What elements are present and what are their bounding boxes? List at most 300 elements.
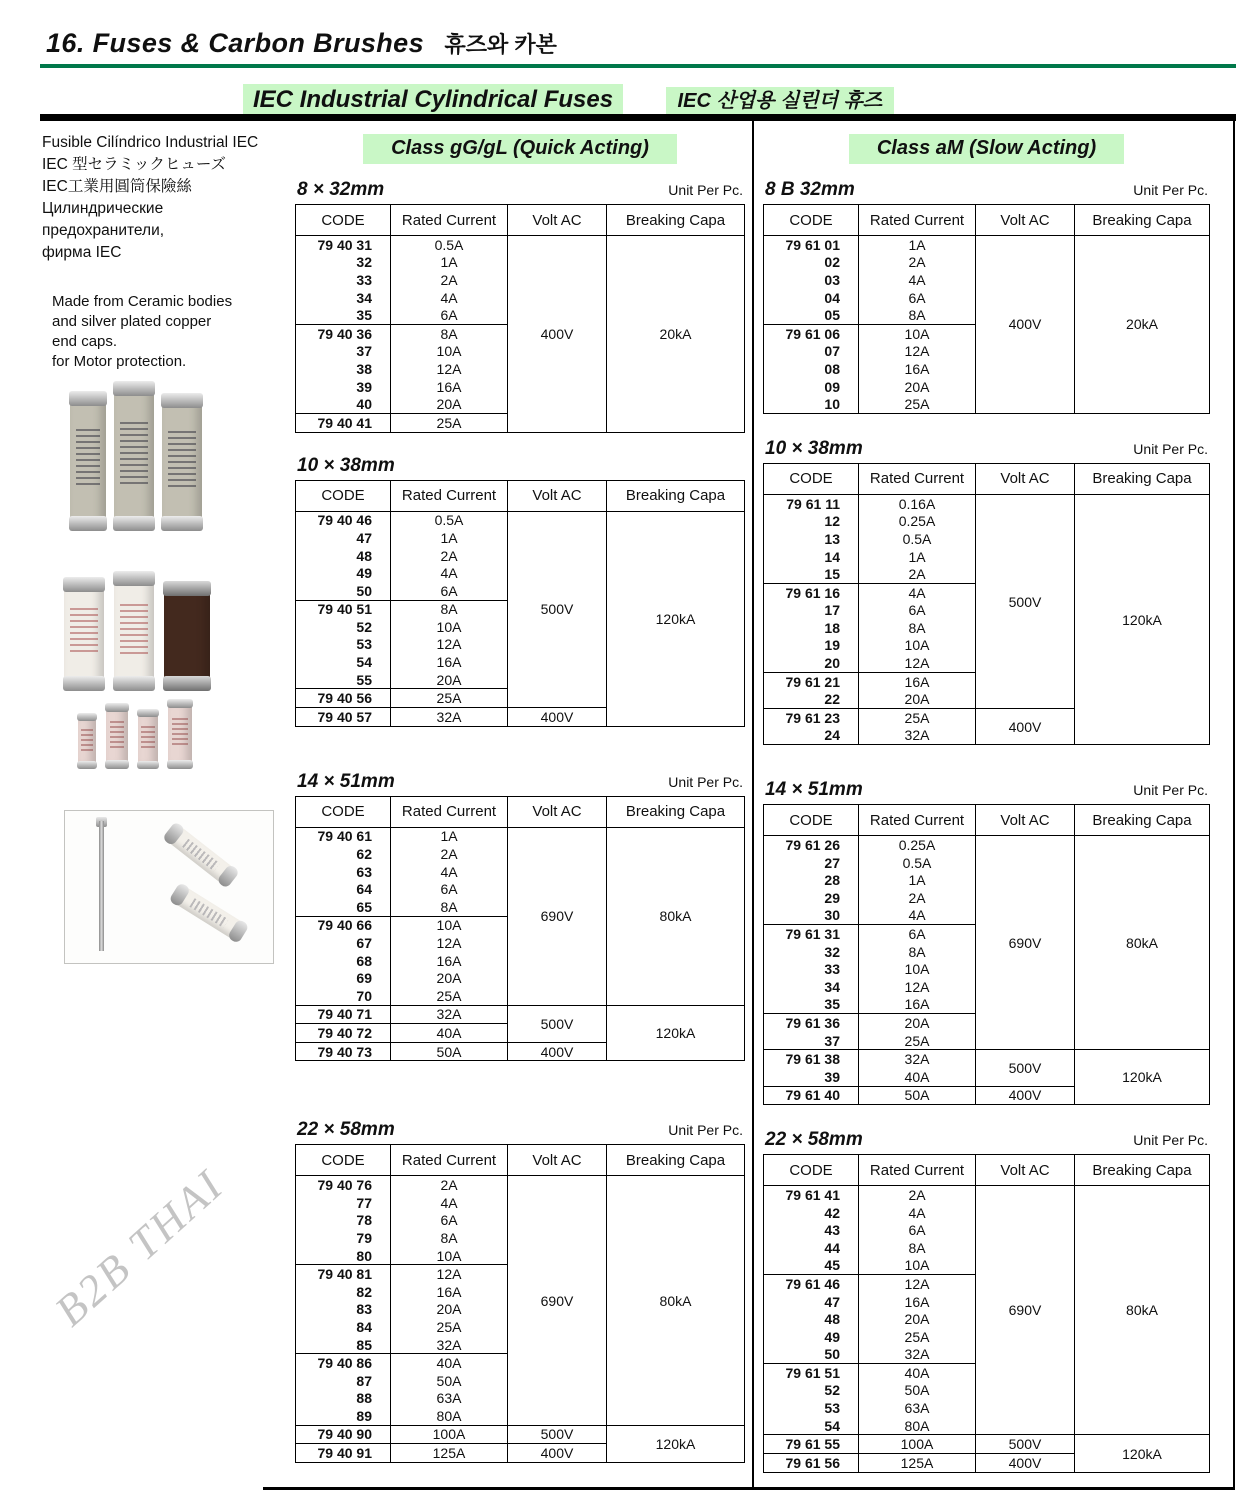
code-cell: 44 (764, 1239, 859, 1257)
table-row (764, 836, 1210, 854)
rated-current-cell: 8A (391, 324, 508, 342)
code-cell: 49 (296, 564, 391, 582)
sidebar-description (42, 292, 290, 372)
rated-current-cell: 8A (391, 898, 508, 916)
code-cell: 35 (296, 306, 391, 324)
fuse-table (295, 1144, 745, 1463)
code-cell: 08 (764, 360, 859, 378)
rated-current-cell: 50A (859, 1382, 976, 1400)
header-row (296, 1145, 745, 1176)
fuse-table (763, 204, 1210, 414)
code-cell: 48 (764, 1310, 859, 1328)
code-cell: 37 (764, 1032, 859, 1050)
column-header: Rated Current (391, 480, 508, 511)
code-cell: 28 (764, 871, 859, 889)
table-am-14x51 (763, 779, 1210, 1105)
rated-current-cell: 6A (859, 1221, 976, 1239)
rated-current-cell: 2A (391, 547, 508, 565)
table-am-22x58 (763, 1129, 1210, 1473)
column-header: Rated Current (391, 1145, 508, 1176)
rated-current-cell: 16A (391, 378, 508, 396)
fuse-image (114, 572, 154, 690)
rated-current-cell: 16A (859, 1293, 976, 1311)
volt-ac-cell: 400V (508, 236, 607, 433)
volt-ac-cell: 690V (508, 827, 607, 1005)
code-cell: 14 (764, 548, 859, 566)
header-underline (40, 64, 1236, 68)
code-cell: 79 61 38 (764, 1050, 859, 1068)
size-label: 22 × 58mm (297, 1119, 395, 1141)
fuse-image (164, 582, 210, 690)
breaking-capa-cell: 80kA (1075, 836, 1210, 1050)
rated-current-cell: 100A (391, 1425, 508, 1444)
rated-current-cell: 10A (391, 1247, 508, 1265)
breaking-capa-cell: 120kA (1075, 1050, 1210, 1105)
rated-current-cell: 10A (859, 1257, 976, 1275)
rated-current-cell: 20A (859, 1014, 976, 1032)
code-cell: 79 61 46 (764, 1275, 859, 1293)
code-cell: 89 (296, 1407, 391, 1425)
rated-current-cell: 4A (391, 564, 508, 582)
rated-current-cell: 2A (859, 889, 976, 907)
code-cell: 83 (296, 1301, 391, 1319)
rated-current-cell: 10A (859, 960, 976, 978)
code-cell: 79 61 31 (764, 925, 859, 943)
unit-per-pc-label: Unit Per Pc. (668, 182, 743, 198)
title-divider-bar (40, 114, 1236, 121)
volt-ac-cell: 500V (508, 1425, 607, 1444)
code-cell: 27 (764, 854, 859, 872)
column-header: CODE (764, 805, 859, 836)
sidebar-text-chinese: IEC工業用圓筒保險絲 (42, 178, 192, 195)
column-header: Volt AC (976, 805, 1075, 836)
column-header: CODE (764, 463, 859, 494)
code-cell: 79 40 51 (296, 600, 391, 618)
table-heading-row (295, 1119, 745, 1141)
code-cell: 79 40 41 (296, 413, 391, 432)
header-row (764, 463, 1210, 494)
code-cell: 29 (764, 889, 859, 907)
code-cell: 77 (296, 1194, 391, 1212)
table-heading-row (763, 779, 1210, 801)
description-line: Made from Ceramic bodies (52, 293, 233, 310)
page-title: IEC Industrial Cylindrical Fuses (243, 84, 623, 116)
fuse-photo-group-large-ceramic (70, 382, 202, 530)
volt-ac-cell: 400V (976, 1454, 1075, 1473)
fuse-image (106, 704, 128, 768)
rated-current-cell: 6A (859, 602, 976, 620)
rated-current-cell: 4A (859, 1204, 976, 1222)
rated-current-cell: 80A (859, 1417, 976, 1435)
page-title-row (243, 84, 894, 114)
header-row (296, 796, 745, 827)
rated-current-cell: 12A (391, 636, 508, 654)
description-line: end caps. (52, 333, 118, 350)
code-cell: 79 40 61 (296, 827, 391, 845)
breaking-capa-cell: 20kA (607, 236, 745, 433)
rated-current-cell: 32A (859, 1050, 976, 1068)
rated-current-cell: 16A (859, 996, 976, 1014)
rated-current-cell: 12A (391, 934, 508, 952)
rated-current-cell: 10A (391, 618, 508, 636)
code-cell: 10 (764, 395, 859, 413)
rated-current-cell: 12A (859, 654, 976, 672)
rated-current-cell: 20A (391, 969, 508, 987)
column-header: Rated Current (391, 796, 508, 827)
rated-current-cell: 0.5A (859, 530, 976, 548)
code-cell: 79 40 31 (296, 236, 391, 254)
code-cell: 19 (764, 637, 859, 655)
volt-ac-cell: 500V (976, 494, 1075, 708)
code-cell: 79 40 86 (296, 1354, 391, 1372)
rated-current-cell: 6A (859, 925, 976, 943)
volt-ac-cell: 690V (976, 836, 1075, 1050)
column-header: CODE (764, 1155, 859, 1186)
code-cell: 48 (296, 547, 391, 565)
rated-current-cell: 6A (859, 289, 976, 307)
section-title-korean: 휴즈와 카본 (444, 32, 557, 57)
rated-current-cell: 6A (391, 1212, 508, 1230)
rated-current-cell: 32A (859, 727, 976, 745)
size-label: 10 × 38mm (297, 454, 395, 476)
rated-current-cell: 6A (391, 306, 508, 324)
rated-current-cell: 0.16A (859, 494, 976, 512)
sidebar-text-russian-1: Цилиндрические (42, 200, 164, 217)
table-row (296, 827, 745, 845)
volt-ac-cell: 500V (508, 511, 607, 708)
breaking-capa-cell: 80kA (1075, 1186, 1210, 1435)
rated-current-cell: 20A (391, 671, 508, 689)
unit-per-pc-label: Unit Per Pc. (1133, 440, 1208, 457)
rated-current-cell: 1A (391, 529, 508, 547)
table-heading-row (295, 179, 745, 201)
code-cell: 70 (296, 987, 391, 1005)
column-header: Rated Current (391, 205, 508, 236)
table-heading-row (763, 1129, 1210, 1151)
code-cell: 79 61 55 (764, 1435, 859, 1454)
code-cell: 63 (296, 863, 391, 881)
code-cell: 53 (296, 636, 391, 654)
fuse-link-rod (99, 821, 104, 951)
code-cell: 54 (296, 653, 391, 671)
code-cell: 05 (764, 306, 859, 324)
code-cell: 20 (764, 654, 859, 672)
code-cell: 79 40 72 (296, 1024, 391, 1043)
code-cell: 79 40 56 (296, 689, 391, 708)
rated-current-cell: 40A (391, 1024, 508, 1043)
table-row (296, 1005, 745, 1024)
rated-current-cell: 2A (859, 254, 976, 272)
fuse-image (114, 382, 154, 530)
rated-current-cell: 50A (391, 1042, 508, 1061)
column-header: CODE (296, 205, 391, 236)
code-cell: 03 (764, 271, 859, 289)
rated-current-cell: 40A (859, 1364, 976, 1382)
rated-current-cell: 4A (391, 1194, 508, 1212)
header-row (764, 205, 1210, 236)
breaking-capa-cell: 120kA (607, 1005, 745, 1061)
fuse-image (78, 714, 96, 768)
rated-current-cell: 8A (859, 943, 976, 961)
column-header: CODE (296, 796, 391, 827)
fuse-case-image (64, 810, 274, 964)
rated-current-cell: 20A (391, 1301, 508, 1319)
column-header: Rated Current (859, 805, 976, 836)
unit-per-pc-label: Unit Per Pc. (668, 1122, 743, 1139)
rated-current-cell: 12A (391, 1265, 508, 1283)
rated-current-cell: 0.5A (391, 236, 508, 254)
breaking-capa-cell: 80kA (607, 827, 745, 1005)
code-cell: 64 (296, 880, 391, 898)
code-cell: 33 (764, 960, 859, 978)
rated-current-cell: 16A (391, 1283, 508, 1301)
fuse-image (70, 392, 106, 530)
code-cell: 52 (296, 618, 391, 636)
sidebar-text-russian-3: фирма IEC (42, 244, 122, 261)
volt-ac-cell: 400V (508, 1042, 607, 1061)
fuse-table (763, 804, 1210, 1105)
fuse-image (170, 883, 248, 942)
table-heading-row (295, 771, 745, 793)
rated-current-cell: 125A (859, 1454, 976, 1473)
code-cell: 85 (296, 1336, 391, 1354)
fuse-table (295, 480, 745, 727)
header-row (296, 480, 745, 511)
code-cell: 30 (764, 907, 859, 925)
code-cell: 79 61 41 (764, 1186, 859, 1204)
rated-current-cell: 40A (391, 1354, 508, 1372)
code-cell: 62 (296, 845, 391, 863)
column-header: CODE (764, 205, 859, 236)
size-label: 22 × 58mm (765, 1129, 863, 1151)
volt-ac-cell: 400V (976, 236, 1075, 414)
code-cell: 22 (764, 690, 859, 708)
fuse-table (295, 796, 745, 1062)
code-cell: 79 61 11 (764, 494, 859, 512)
fuse-image (163, 822, 238, 887)
fuse-photo-group-bussmann (64, 572, 210, 690)
breaking-capa-cell: 120kA (607, 1425, 745, 1462)
size-label: 8 × 32mm (297, 179, 385, 200)
code-cell: 32 (296, 254, 391, 272)
code-cell: 79 61 16 (764, 583, 859, 601)
rated-current-cell: 80A (391, 1407, 508, 1425)
rated-current-cell: 8A (859, 1239, 976, 1257)
rated-current-cell: 4A (391, 289, 508, 307)
breaking-capa-cell: 120kA (1075, 494, 1210, 744)
fuse-image (64, 578, 104, 690)
table-heading-row (295, 455, 745, 477)
table-gg-22x58 (295, 1119, 745, 1463)
rated-current-cell: 8A (859, 306, 976, 324)
rated-current-cell: 2A (391, 845, 508, 863)
code-cell: 69 (296, 969, 391, 987)
column-header: Breaking Capa (607, 796, 745, 827)
column-header: CODE (296, 1145, 391, 1176)
class-gg-header: Class gG/gL (Quick Acting) (363, 134, 677, 164)
column-header: Volt AC (508, 480, 607, 511)
code-cell: 79 61 36 (764, 1014, 859, 1032)
description-line: for Motor protection. (52, 353, 187, 370)
code-cell: 79 61 40 (764, 1086, 859, 1105)
rated-current-cell: 8A (391, 1229, 508, 1247)
volt-ac-cell: 400V (976, 709, 1075, 745)
rated-current-cell: 4A (391, 863, 508, 881)
code-cell: 79 61 06 (764, 324, 859, 342)
code-cell: 04 (764, 289, 859, 307)
rated-current-cell: 50A (391, 1372, 508, 1390)
rated-current-cell: 50A (859, 1086, 976, 1105)
rated-current-cell: 32A (859, 1346, 976, 1364)
unit-per-pc-label: Unit Per Pc. (668, 773, 743, 790)
table-row (296, 236, 745, 254)
table-am-8x32 (763, 179, 1210, 414)
breaking-capa-cell: 120kA (607, 511, 745, 726)
table-am-10x38 (763, 438, 1210, 745)
code-cell: 43 (764, 1221, 859, 1239)
code-cell: 79 61 26 (764, 836, 859, 854)
column-header: Rated Current (859, 1155, 976, 1186)
rated-current-cell: 2A (391, 1176, 508, 1194)
description-line: and silver plated copper (52, 313, 212, 330)
table-row (764, 236, 1210, 254)
rated-current-cell: 20A (859, 378, 976, 396)
code-cell: 37 (296, 343, 391, 361)
code-cell: 79 40 71 (296, 1005, 391, 1024)
rated-current-cell: 1A (391, 254, 508, 272)
rated-current-cell: 12A (859, 343, 976, 361)
breaking-capa-cell: 80kA (607, 1176, 745, 1425)
rated-current-cell: 32A (391, 708, 508, 727)
volt-ac-cell: 400V (508, 1444, 607, 1463)
rated-current-cell: 12A (391, 360, 508, 378)
page-header (46, 28, 557, 59)
column-header: Volt AC (976, 1155, 1075, 1186)
header-row (296, 205, 745, 236)
code-cell: 09 (764, 378, 859, 396)
rated-current-cell: 1A (859, 871, 976, 889)
rated-current-cell: 40A (859, 1068, 976, 1086)
right-border-line (1233, 121, 1235, 1489)
page-title-korean: IEC 산업용 실린더 휴즈 (666, 87, 895, 116)
code-cell: 40 (296, 395, 391, 413)
code-cell: 84 (296, 1318, 391, 1336)
fuse-photo-group-boxed (64, 810, 274, 964)
column-divider-line (752, 121, 754, 1489)
code-cell: 78 (296, 1212, 391, 1230)
rated-current-cell: 10A (859, 324, 976, 342)
rated-current-cell: 6A (391, 880, 508, 898)
column-header: Breaking Capa (607, 1145, 745, 1176)
table-row (296, 511, 745, 529)
code-cell: 33 (296, 271, 391, 289)
table-row (764, 494, 1210, 512)
rated-current-cell: 0.5A (859, 854, 976, 872)
column-header: Volt AC (508, 205, 607, 236)
table-gg-8x32 (295, 179, 745, 433)
code-cell: 68 (296, 952, 391, 970)
code-cell: 39 (296, 378, 391, 396)
fuse-image (138, 710, 158, 768)
watermark: B2B THAI (45, 1159, 234, 1336)
rated-current-cell: 8A (859, 619, 976, 637)
column-header: CODE (296, 480, 391, 511)
code-cell: 88 (296, 1390, 391, 1408)
code-cell: 39 (764, 1068, 859, 1086)
code-cell: 35 (764, 996, 859, 1014)
bottom-border-line (263, 1487, 1235, 1490)
fuse-image (162, 394, 202, 530)
volt-ac-cell: 690V (508, 1176, 607, 1425)
fuse-table (763, 463, 1210, 745)
column-header: Breaking Capa (607, 480, 745, 511)
code-cell: 79 40 46 (296, 511, 391, 529)
volt-ac-cell: 690V (976, 1186, 1075, 1435)
code-cell: 13 (764, 530, 859, 548)
code-cell: 79 40 57 (296, 708, 391, 727)
code-cell: 79 40 90 (296, 1425, 391, 1444)
class-am-column (763, 122, 1210, 1473)
rated-current-cell: 2A (859, 1186, 976, 1204)
fuse-table (763, 1154, 1210, 1473)
rated-current-cell: 1A (859, 236, 976, 254)
code-cell: 65 (296, 898, 391, 916)
table-row (764, 1050, 1210, 1068)
breaking-capa-cell: 20kA (1075, 236, 1210, 414)
rated-current-cell: 25A (391, 689, 508, 708)
header-row (764, 805, 1210, 836)
table-heading-row (763, 438, 1210, 460)
rated-current-cell: 1A (391, 827, 508, 845)
size-label: 10 × 38mm (765, 437, 863, 459)
code-cell: 79 40 36 (296, 324, 391, 342)
code-cell: 18 (764, 619, 859, 637)
volt-ac-cell: 400V (508, 708, 607, 727)
size-label: 14 × 51mm (297, 770, 395, 792)
rated-current-cell: 1A (859, 548, 976, 566)
code-cell: 49 (764, 1328, 859, 1346)
fuse-image (168, 700, 192, 768)
code-cell: 17 (764, 602, 859, 620)
rated-current-cell: 25A (391, 1318, 508, 1336)
sidebar-text-japanese: IEC 型セラミックヒューズ (42, 156, 227, 173)
rated-current-cell: 20A (391, 395, 508, 413)
code-cell: 34 (296, 289, 391, 307)
class-gg-column (295, 122, 745, 1463)
sidebar-text-spanish: Fusible Cilíndrico Industrial IEC (42, 134, 259, 151)
code-cell: 79 40 76 (296, 1176, 391, 1194)
rated-current-cell: 32A (391, 1336, 508, 1354)
rated-current-cell: 10A (391, 343, 508, 361)
table-gg-14x51 (295, 771, 745, 1062)
rated-current-cell: 16A (391, 952, 508, 970)
rated-current-cell: 4A (859, 907, 976, 925)
code-cell: 87 (296, 1372, 391, 1390)
code-cell: 50 (764, 1346, 859, 1364)
table-row (764, 1186, 1210, 1204)
sidebar-text-russian-2: предохранители, (42, 222, 165, 239)
rated-current-cell: 25A (391, 987, 508, 1005)
unit-per-pc-label: Unit Per Pc. (1133, 782, 1208, 799)
code-cell: 79 61 01 (764, 236, 859, 254)
code-cell: 24 (764, 727, 859, 745)
header-row (764, 1155, 1210, 1186)
column-header: Volt AC (508, 1145, 607, 1176)
volt-ac-cell: 500V (508, 1005, 607, 1042)
unit-per-pc-label: Unit Per Pc. (1133, 1132, 1208, 1149)
code-cell: 79 40 66 (296, 916, 391, 934)
rated-current-cell: 0.25A (859, 836, 976, 854)
